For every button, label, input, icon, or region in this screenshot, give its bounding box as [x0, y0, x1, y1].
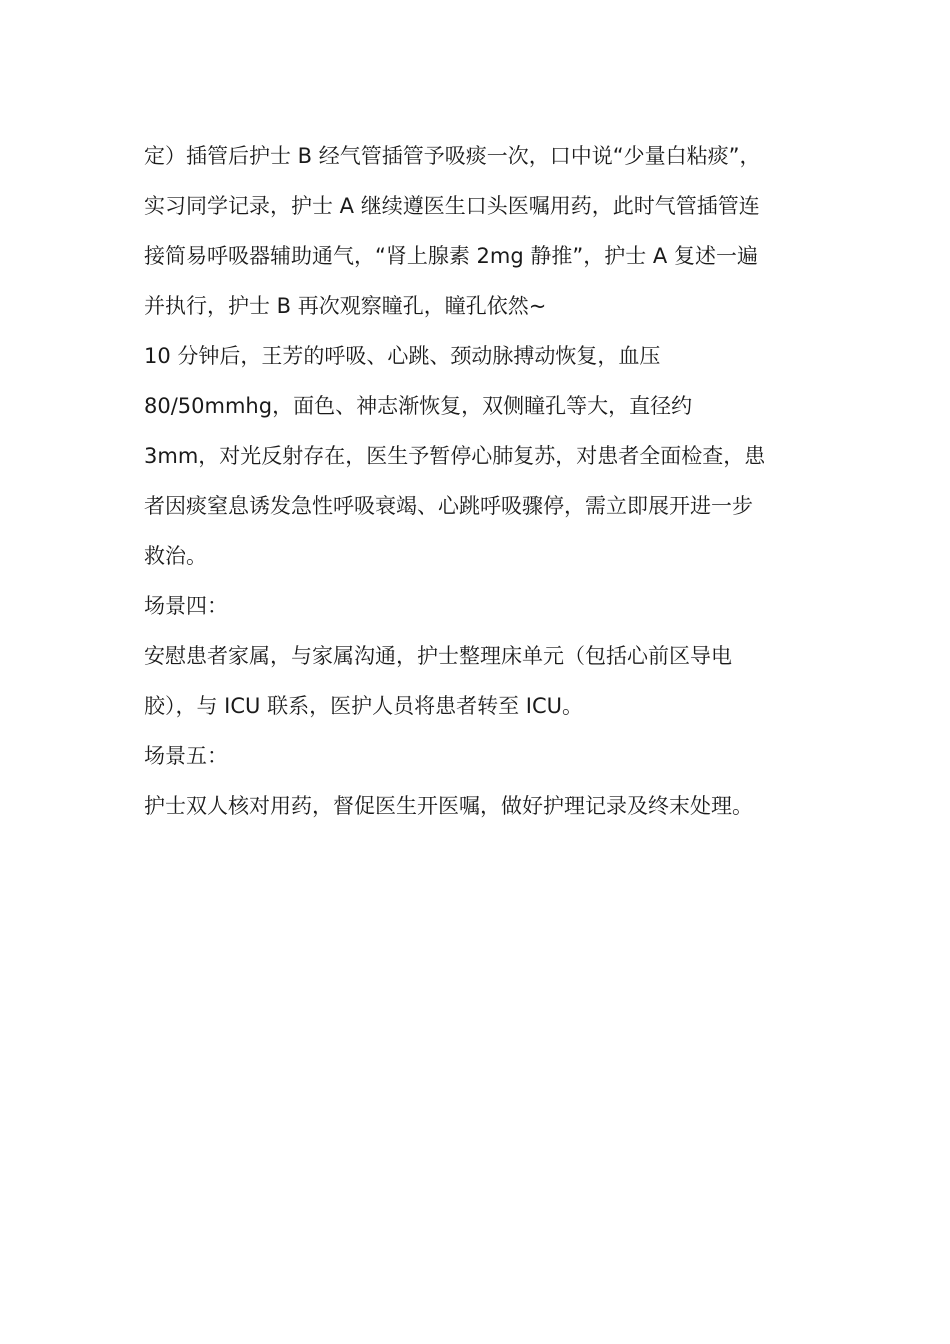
text-line-intern-record: 实习同学记录，护士 A 继续遵医生口头医嘱用药，此时气管插管连: [144, 194, 760, 218]
text-line-treatment: 救治。: [144, 544, 207, 568]
text-line-comfort-family: 安慰患者家属，与家属沟通，护士整理床单元（包括心前区导电: [144, 644, 732, 668]
text-line-intubation-suction: 定）插管后护士 B 经气管插管予吸痰一次，口中说“少量白粘痰”，: [144, 144, 761, 168]
text-line-blood-pressure: 80/50mmhg，面色、神志渐恢复，双侧瞳孔等大，直径约: [144, 394, 693, 418]
text-line-icu-transfer: 胶），与 ICU 联系，医护人员将患者转至 ICU。: [144, 694, 583, 718]
text-line-medication-check: 护士双人核对用药，督促医生开医嘱，做好护理记录及终末处理。: [144, 794, 753, 818]
scene-four-heading: 场景四：: [144, 594, 228, 618]
text-line-light-reflex: 3mm，对光反射存在，医生予暂停心肺复苏，对患者全面检查，患: [144, 444, 766, 468]
text-line-recovery: 10 分钟后，王芳的呼吸、心跳、颈动脉搏动恢复，血压: [144, 344, 661, 368]
text-line-diagnosis: 者因痰窒息诱发急性呼吸衰竭、心跳呼吸骤停，需立即展开进一步: [144, 494, 753, 518]
text-line-pupil-check: 并执行，护士 B 再次观察瞳孔，瞳孔依然~: [144, 294, 547, 318]
document-body: [144, 131, 824, 831]
text-line-ventilation-adrenaline: 接简易呼吸器辅助通气，“肾上腺素 2mg 静推”，护士 A 复述一遍: [144, 244, 758, 268]
scene-five-heading: 场景五：: [144, 744, 228, 768]
